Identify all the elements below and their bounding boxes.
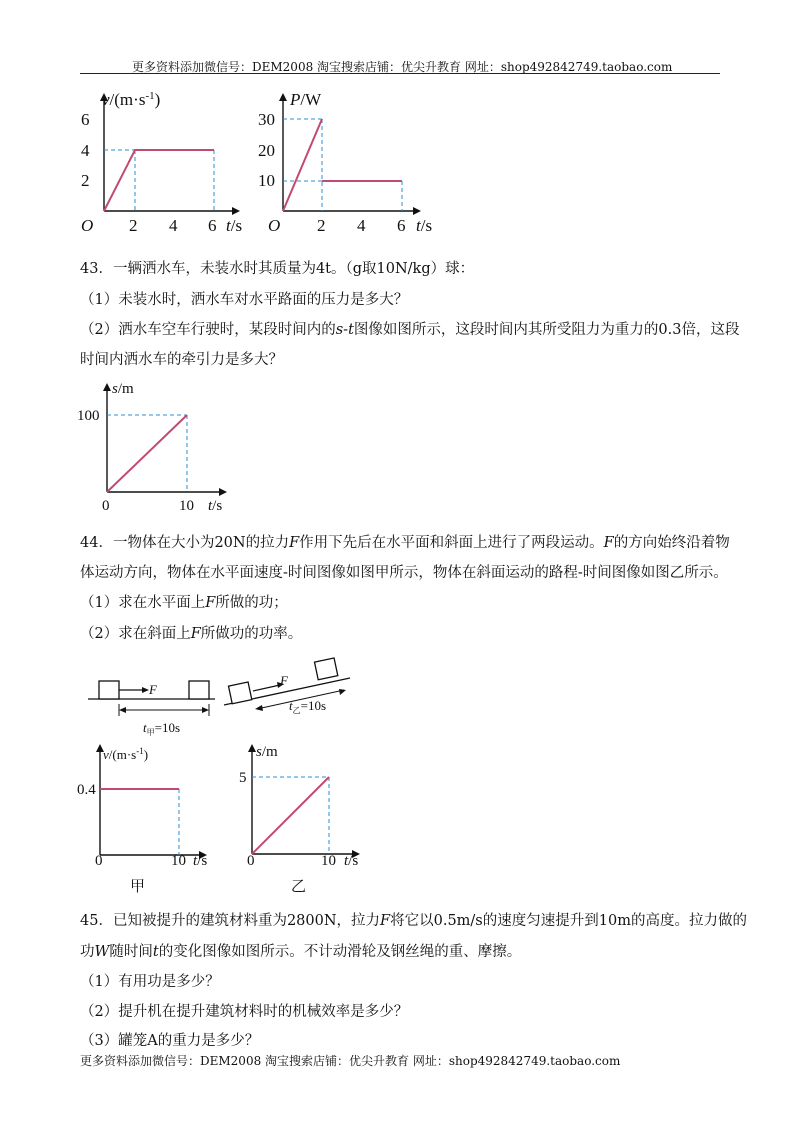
page-header: 更多资料添加微信号：DEM2008 淘宝搜索店铺：优尖升教育 网址：shop492842749.taobao.com <box>132 60 673 74</box>
x-tick-6: 6 <box>397 216 406 235</box>
x-tick-2: 2 <box>129 216 138 235</box>
x-tick-2: 2 <box>317 216 326 235</box>
series-line <box>104 150 214 211</box>
origin-label: O <box>81 216 94 235</box>
y-axis-label: s/m <box>112 381 134 397</box>
origin-label: O <box>268 216 281 235</box>
force-arrow <box>253 685 280 691</box>
y-tick-6: 6 <box>81 110 90 129</box>
horizontal-plane-diagram <box>85 674 225 739</box>
origin-label: 0 <box>95 853 103 869</box>
x-axis-label: t/s <box>416 216 433 235</box>
y-axis-label: $v/(m\cdot s^{-1})$ <box>102 90 161 109</box>
force-label: F <box>280 673 288 688</box>
q44-line2: 体运动方向，物体在水平面速度-时间图像如图甲所示，物体在斜面运动的路程-时间图像如图乙所示。 <box>80 565 728 581</box>
q43-chart-st <box>75 377 245 517</box>
y-tick-0.4: 0.4 <box>77 782 96 798</box>
axes <box>100 93 240 215</box>
origin-label: 0 <box>247 853 255 869</box>
y-tick-4: 4 <box>81 141 90 160</box>
block-start <box>228 682 251 704</box>
y-tick-30: 30 <box>258 110 275 129</box>
block-end <box>314 658 337 680</box>
force-label: F <box>149 682 157 697</box>
y-tick-2: 2 <box>81 171 90 190</box>
series-rise <box>283 119 322 211</box>
q45-part2: （2）提升机在提升建筑材料时的机械效率是多少？ <box>80 1004 409 1020</box>
y-tick-10: 10 <box>258 171 275 190</box>
x-tick-4: 4 <box>357 216 366 235</box>
series-line <box>252 777 329 854</box>
x-axis-label: t/s <box>208 498 223 514</box>
x-tick-4: 4 <box>169 216 178 235</box>
y-axis-label: $v/(m\cdot s^{-1})$ <box>103 746 149 762</box>
q43-part1: （1）未装水时，洒水车对水平路面的压力是多大？ <box>80 292 409 308</box>
axes <box>279 93 421 215</box>
x-axis-label: t/s <box>344 853 359 869</box>
inclined-plane-diagram <box>222 654 372 724</box>
x-tick-10: 10 <box>171 853 186 869</box>
y-axis-label: P/W <box>290 90 322 109</box>
x-tick-10: 10 <box>179 498 194 514</box>
t-yi-label: $t_乙=10s$ <box>289 698 327 715</box>
q45-line2: 功W随时间t的变化图像如图所示。不计动滑轮及钢丝绳的重、摩擦。 <box>80 944 522 960</box>
x-tick-10: 10 <box>321 853 336 869</box>
q44-line1: 44．一物体在大小为20N的拉力F作用下先后在水平面和斜面上进行了两段运动。F的方向始终沿着物 <box>80 535 730 551</box>
header-rule <box>80 73 720 74</box>
q44-part2: （2）求在斜面上F所做功的功率。 <box>80 626 303 642</box>
series-line <box>107 415 187 492</box>
q43-part2-line2: 时间内洒水车的牵引力是多大？ <box>80 352 283 368</box>
q45-part1: （1）有用功是多少？ <box>80 974 220 990</box>
x-tick-6: 6 <box>208 216 217 235</box>
q44-part1: （1）求在水平面上F所做的功； <box>80 595 288 611</box>
page-footer: 更多资料添加微信号：DEM2008 淘宝搜索店铺：优尖升教育 网址：shop492842749.taobao.com <box>80 1054 621 1068</box>
origin-label: 0 <box>102 498 110 514</box>
q45-line1: 45．已知被提升的建筑材料重为2800N，拉力F将它以0.5m/s的速度匀速提升到10m的高度。拉力做的 <box>80 913 747 929</box>
t-jia-label: $t_甲=10s$ <box>143 720 181 737</box>
guide-lines <box>283 119 402 211</box>
caption-yi: 乙 <box>291 879 307 895</box>
top-chart-vt <box>78 85 248 235</box>
q43-part2-line1: （2）洒水车空车行驶时，某段时间内的s-t图像如图所示，这段时间内其所受阻力为重力的0.3倍，这段 <box>80 322 740 338</box>
x-axis-label: t/s <box>226 216 243 235</box>
y-tick-20: 20 <box>258 141 275 160</box>
block-end <box>189 681 209 699</box>
q43-title: 43．一辆洒水车，未装水时其质量为4t。（g取10N/kg）球： <box>80 261 475 277</box>
caption-jia: 甲 <box>130 879 146 895</box>
top-chart-pt <box>256 85 431 235</box>
y-tick-5: 5 <box>239 770 247 786</box>
chart-jia-vt <box>75 740 225 900</box>
y-axis-label: s/m <box>256 744 278 760</box>
x-axis-label: t/s <box>193 853 208 869</box>
q45-part3: （3）罐笼A的重力是多少？ <box>80 1033 260 1049</box>
y-tick-100: 100 <box>77 408 100 424</box>
chart-yi-st <box>228 740 378 900</box>
block-start <box>99 681 119 699</box>
